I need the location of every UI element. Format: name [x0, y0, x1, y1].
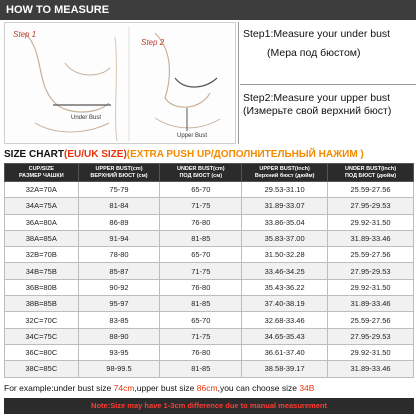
table-cell: 65-70	[160, 247, 242, 263]
table-cell: 29.92-31.50	[328, 344, 414, 360]
table-cell: 88-90	[78, 328, 160, 344]
table-cell: 36.61-37.40	[242, 344, 328, 360]
table-cell: 91-94	[78, 230, 160, 246]
example-upper-bust-value: 86cm	[196, 383, 218, 393]
table-header-line: UPPER BUST(cm)	[95, 165, 143, 172]
table-cell: 76-80	[160, 279, 242, 295]
table-cell: 37.40-38.19	[242, 296, 328, 312]
table-header-line: UNDER BUST(inch)	[345, 165, 397, 172]
table-cell: 85-87	[78, 263, 160, 279]
table-cell: 86-89	[78, 214, 160, 230]
table-cell: 36A=80A	[5, 214, 79, 230]
table-row	[5, 344, 414, 360]
table-row	[5, 279, 414, 295]
size-chart-title-type: (EXTRA PUSH UP/ДОПОЛНИТЕЛЬНЫЙ НАЖИМ )	[126, 149, 364, 160]
how-to-measure-header: HOW TO MEASURE	[0, 0, 416, 20]
table-cell: 81-84	[78, 198, 160, 214]
table-cell: 36B=80B	[5, 279, 79, 295]
step1-text-ru: (Мера под бюстом)	[267, 47, 361, 59]
step2-instruction	[243, 92, 413, 118]
table-header-cell	[5, 164, 79, 182]
table-cell: 33.86-35.04	[242, 214, 328, 230]
table-cell: 29.92-31.50	[328, 214, 414, 230]
table-header-cell	[242, 164, 328, 182]
table-cell: 25.59-27.56	[328, 247, 414, 263]
size-chart-table	[4, 163, 414, 378]
step2-figure-label: Step 2	[141, 38, 165, 47]
table-cell: 31.50-32.28	[242, 247, 328, 263]
table-header-row	[5, 164, 414, 182]
size-chart-title-main: SIZE CHART	[4, 149, 64, 160]
example-under-bust-value: 74cm	[113, 383, 135, 393]
table-row	[5, 247, 414, 263]
table-row	[5, 214, 414, 230]
size-chart-title-region: (EU/UK SIZE)	[64, 149, 127, 160]
example-part: ,you can choose size	[217, 383, 300, 393]
table-cell: 75-79	[78, 182, 160, 198]
table-cell: 31.89-33.46	[328, 230, 414, 246]
table-header-cell	[328, 164, 414, 182]
table-cell: 95-97	[78, 296, 160, 312]
table-header-cell	[78, 164, 160, 182]
table-row	[5, 230, 414, 246]
table-cell: 32A=70A	[5, 182, 79, 198]
step1-instruction	[243, 28, 413, 60]
step2-text-en: Step2:Measure your upper bust	[243, 92, 391, 104]
table-cell: 90-92	[78, 279, 160, 295]
step1-text-en: Step1:Measure your under bust	[243, 28, 391, 40]
table-cell: 38B=85B	[5, 296, 79, 312]
table-cell: 35.43-36.22	[242, 279, 328, 295]
table-row	[5, 182, 414, 198]
table-cell: 29.53-31.10	[242, 182, 328, 198]
table-cell: 25.59-27.56	[328, 182, 414, 198]
measurement-note: Note:Size may have 1-3cm difference due to manual measurement	[4, 398, 414, 414]
table-cell: 81-85	[160, 296, 242, 312]
step1-figure-label: Step 1	[13, 30, 37, 39]
table-cell: 93-95	[78, 344, 160, 360]
table-cell: 65-70	[160, 182, 242, 198]
table-cell: 38.58-39.17	[242, 361, 328, 377]
step2-text-ru: (Измерьте свой верхний бюст)	[243, 105, 392, 117]
table-cell: 83-85	[78, 312, 160, 328]
table-row	[5, 198, 414, 214]
table-row	[5, 312, 414, 328]
example-part: ,upper bust size	[134, 383, 197, 393]
table-cell: 32C=70C	[5, 312, 79, 328]
table-cell: 34.65-35.43	[242, 328, 328, 344]
table-row	[5, 263, 414, 279]
table-header-line: ПОД БЮСТ (см)	[179, 172, 223, 179]
upper-bust-figure-label: Upper Bust	[177, 133, 208, 139]
table-cell: 38A=85A	[5, 230, 79, 246]
table-cell: 81-85	[160, 230, 242, 246]
table-cell: 81-85	[160, 361, 242, 377]
vertical-divider	[238, 22, 239, 144]
example-part: For example:under bust size	[4, 383, 114, 393]
table-header-line: РАЗМЕР ЧАШКИ	[18, 172, 64, 179]
table-row	[5, 361, 414, 377]
table-row	[5, 328, 414, 344]
example-text	[4, 381, 414, 396]
table-cell: 65-70	[160, 312, 242, 328]
table-cell: 32.68-33.46	[242, 312, 328, 328]
table-cell: 35.83-37.00	[242, 230, 328, 246]
table-cell: 34A=75A	[5, 198, 79, 214]
table-cell: 76-80	[160, 344, 242, 360]
table-cell: 71-75	[160, 263, 242, 279]
table-cell: 78-80	[78, 247, 160, 263]
table-cell: 32B=70B	[5, 247, 79, 263]
table-cell: 34B=75B	[5, 263, 79, 279]
size-chart-title	[4, 148, 414, 162]
table-cell: 76-80	[160, 214, 242, 230]
table-cell: 98-99.5	[78, 361, 160, 377]
table-cell: 25.59-27.56	[328, 312, 414, 328]
table-header-line: CUP/SIZE	[28, 165, 54, 172]
example-size-value: 34B	[299, 383, 315, 393]
table-cell: 31.89-33.46	[328, 296, 414, 312]
under-bust-figure-label: Under Bust	[71, 115, 102, 121]
table-cell: 31.89-33.46	[328, 361, 414, 377]
table-cell: 71-75	[160, 198, 242, 214]
table-cell: 27.95-29.53	[328, 198, 414, 214]
measure-illustration	[4, 22, 236, 144]
measure-figure-drawing	[5, 23, 237, 145]
step-separator	[240, 84, 416, 85]
table-cell: 27.95-29.53	[328, 263, 414, 279]
table-header-line: UPPER BUST(inch)	[259, 165, 310, 172]
table-cell: 29.92-31.50	[328, 279, 414, 295]
table-cell: 34C=75C	[5, 328, 79, 344]
table-header-line: UNDER BUST(cm)	[176, 165, 225, 172]
table-cell: 71-75	[160, 328, 242, 344]
table-cell: 33.46-34.25	[242, 263, 328, 279]
table-cell: 38C=85C	[5, 361, 79, 377]
table-cell: 36C=80C	[5, 344, 79, 360]
table-cell: 27.95-29.53	[328, 328, 414, 344]
table-header-line: Верхний бюст (дюйм)	[254, 172, 315, 179]
table-header-line: ПОД БЮСТ (дюйм)	[344, 172, 397, 179]
table-row	[5, 296, 414, 312]
table-header-cell	[160, 164, 242, 182]
table-header-line: ВЕРХНИЙ БЮСТ (см)	[90, 172, 148, 179]
table-cell: 31.89-33.07	[242, 198, 328, 214]
